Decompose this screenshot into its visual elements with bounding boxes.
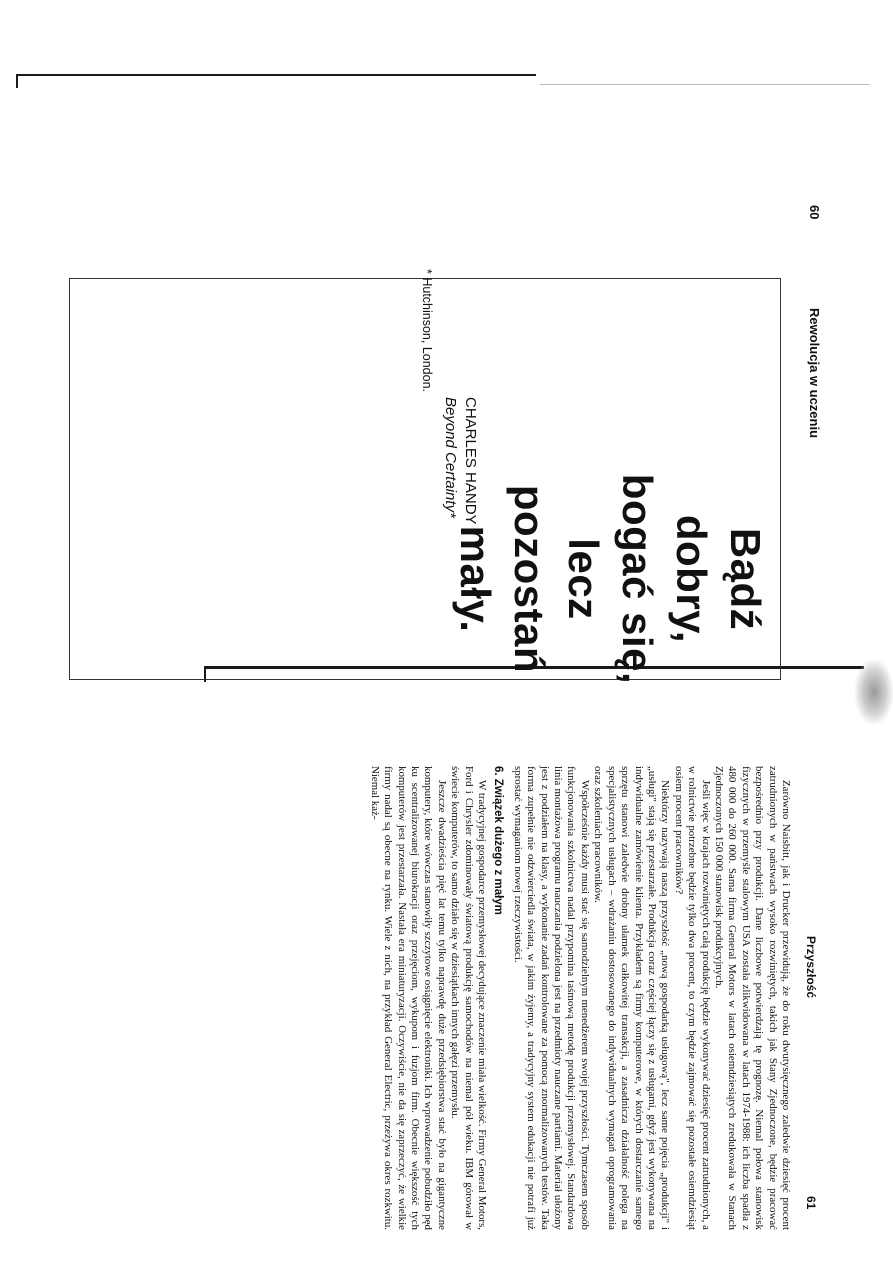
body-text [367,766,792,1230]
footnote: * Hutchinson, London. [420,269,434,393]
author-name: CHARLES HANDY [462,397,479,525]
running-head: Rewolucja w uczeniu [807,308,822,439]
title-line: pozostań [506,484,553,674]
book-title: Beyond Certainty* [442,397,459,518]
title-line: dobry, [668,514,715,644]
paragraph: Niektórzy nazywają naszą przyszłość „nową gospodarką usługową", lecz same pojęcia „produkcji" i „usługi" stają się przestarzałe. Produkcja coraz częściej łączy się z usługami, gdyż jest wykonywana na indywidualne zamówienie klienta. Przykładem są firmy komputerowe, w których dostarczanie samego sprzętu stanowi zaledwie drobny ułamek całkowitej transakcji, a zasadnicza działalność polega na specjalistycznych usługach – wdrażaniu dostosowanego do indywidualnych wymagań oprogramowania oraz szkoleniach pracowników. [592,766,672,1230]
paragraph: Jeśli więc w krajach rozwiniętych całą produkcję będzie wykonywać dziesięć procent zatrudnionych, a w rolnictwie potrzebne będzie tylko dwa procent, to czym będzie zajmować się pozostałe osiemdziesiąt osiem procent pracowników? [672,766,712,1230]
page-edge-faint-line [540,84,870,85]
title-line: lecz [560,538,607,620]
section-heading: 6. Związek dużego z małym [492,766,505,915]
title-line: Bądź [722,527,769,631]
paragraph: Współcześnie każdy musi stać się samodzielnym menedżerem swojej przyszłości. Tymczasem sposób funkcjonowania szkolnictwa nadal przypomina taśmową metodę produkcji przemysłowej. Standardowa linia montażowa programu nauczania podzielona jest na przedmioty nauczane partiami. Materiał ułożony jest z podziałem na klasy, a wykonanie zadań kontrolowane za pomocą znormalizowanych testów. Taka forma zupełnie nie odzwierciedla świata, w jakim żyjemy, a tradycyjny system edukacji nie potrafi już sprostać wymaganiom nowej rzeczywistości. [511,766,591,1230]
page-number: 61 [804,1196,818,1210]
paragraph: W tradycyjnej gospodarce przemysłowej decydujące znaczenie miała wielkość. Firmy General Motors, Ford i Chrysler zdominowały światową produkcję samochodów na niemal pół wieku. IBM górował w świecie komputerów, to samo działo się w dziesiątkach innych gałęzi przemysłu. [449,766,489,1230]
page-61 [36,766,820,1241]
paragraph: Zarówno Naisbitt, jak i Drucker przewidują, że do roku dwutysięcznego zaledwie dziesięć procent zatrudnionych w państwach wysoko rozwiniętych, takich jak Stany Zjednoczone, będzie pracować bezpośrednio przy produkcji. Dane liczbowe potwierdzają tę prognozę. Niemal połowa stanowisk fizycznych w przemyśle stalowym USA została zlikwidowana w latach 1974-1988: ich liczba spadła z 480 000 do 260 000. Sama firma General Motors w latach osiemdziesiątych zredukowała w Stanach Zjednoczonych 150 000 stanowisk produkcyjnych. [712,766,792,1230]
title-line: mały. [452,525,499,633]
page-60 [68,200,828,685]
chapter-title-box [69,269,781,685]
chapter-title [448,449,772,709]
epigraph-source [440,397,480,525]
title-line: bogać się, [614,473,661,685]
page-number: 60 [807,205,822,220]
scan-smudge [855,660,893,724]
running-head: Przyszłość [804,936,818,999]
paragraph: Jeszcze dwadzieścia pięć lat temu tylko naprawdę duże przedsiębiorstwa stać było na gigantyczne komputery, które wówczas stanowiły szczytowe osiągnięcie elektroniki. Ich wprowadzenie pobudziło pęd ku scentralizowanej biurokracji oraz przejęciom, wykupom i fuzjom firm. Obecnie większość tych komputerów jest przestarzała. Nastała era miniaturyzacji. Oczywiście, nie da się zaprzeczyć, że wielkie firmy nadal są obecne na rynku. Wiele z nich, na przykład General Electric, przeżywa okres rozkwitu. Niemal każ- [368,766,448,1230]
page-edge-line-top [16,74,536,76]
page-edge-corner-top [16,74,18,88]
